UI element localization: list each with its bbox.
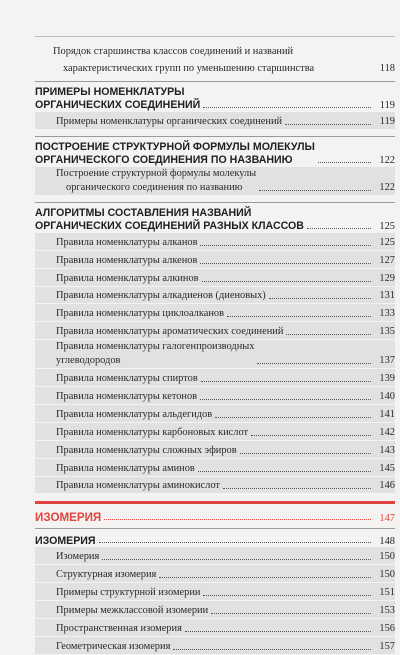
dot-leader (307, 228, 371, 229)
toc-entry-label: Правила номенклатуры аминокислот (56, 480, 220, 492)
toc-entry-label: Примеры межклассовой изомерии (56, 605, 209, 617)
page-number: 141 (379, 408, 395, 420)
dot-leader (200, 245, 371, 246)
toc-entry-label: Примеры номенклатуры органических соединений (56, 115, 283, 127)
toc-entry[interactable] (35, 112, 395, 129)
toc-heading-isomerism[interactable] (35, 528, 395, 547)
toc-entry[interactable] (35, 423, 395, 440)
toc-entry[interactable] (35, 441, 395, 458)
toc-entry[interactable] (35, 547, 395, 564)
toc-entry[interactable] (35, 340, 395, 368)
toc-entry-label: органического соединения по названию (66, 181, 243, 193)
toc-entry-label: Порядок старшинства классов соединений и названий (53, 46, 294, 57)
page-number: 119 (379, 100, 395, 111)
page-number: 135 (379, 326, 395, 338)
toc-entry[interactable] (35, 565, 395, 582)
dot-leader (203, 107, 371, 108)
dot-leader (257, 363, 371, 364)
toc-entry[interactable] (35, 304, 395, 321)
page-number: 150 (379, 551, 395, 563)
page-number: 148 (379, 536, 395, 548)
dot-leader (200, 399, 371, 400)
toc-entry[interactable] (35, 387, 395, 404)
toc-heading-algorithms[interactable] (35, 202, 395, 233)
page-number: 140 (379, 391, 395, 403)
page-number: 153 (379, 605, 395, 617)
toc-entry-label: Правила номенклатуры циклоалканов (56, 308, 225, 320)
toc-entry[interactable] (35, 251, 395, 268)
table-of-contents (35, 36, 395, 655)
toc-entry[interactable] (35, 167, 395, 195)
heading-line: ИЗОМЕРИЯ (35, 535, 96, 548)
dot-leader (259, 190, 371, 191)
page-number: 150 (379, 569, 395, 581)
dot-leader (285, 124, 371, 125)
page-number: 127 (379, 254, 395, 266)
dot-leader (173, 649, 371, 650)
page-number: 156 (379, 622, 395, 634)
toc-entry-label: Правила номенклатуры карбоновых кислот (56, 426, 249, 438)
dot-leader (211, 613, 371, 614)
toc-entry-label: Построение структурной формулы молекулы (56, 167, 257, 179)
toc-entry[interactable] (35, 369, 395, 386)
heading-line: ОРГАНИЧЕСКИХ СОЕДИНЕНИЙ РАЗНЫХ КЛАССОВ (35, 219, 304, 232)
dot-leader (159, 577, 371, 578)
page-number: 157 (379, 640, 395, 652)
dot-leader (102, 559, 371, 560)
toc-entry[interactable] (35, 619, 395, 636)
page-number: 131 (379, 290, 395, 302)
dot-leader (286, 334, 371, 335)
toc-entry[interactable] (35, 637, 395, 654)
toc-entry-label: Пространственная изомерия (56, 622, 182, 634)
dot-leader (215, 417, 371, 418)
dot-leader (251, 435, 371, 436)
toc-entry[interactable] (35, 233, 395, 250)
page-number: 151 (379, 587, 395, 599)
toc-entry-label: Структурная изомерия (56, 569, 157, 581)
page-number: 122 (379, 181, 395, 193)
toc-entry-label: Правила номенклатуры аминов (56, 462, 195, 474)
page-number: 146 (379, 480, 395, 492)
dot-leader (185, 631, 371, 632)
toc-entry-label: Правила номенклатуры кетонов (56, 391, 198, 403)
section-title: ИЗОМЕРИЯ (35, 511, 102, 525)
dot-leader (203, 595, 371, 596)
toc-entry[interactable] (35, 287, 395, 304)
page-number: 142 (379, 426, 395, 438)
page-number: 137 (379, 355, 395, 367)
toc-entry[interactable] (35, 459, 395, 476)
toc-entry[interactable] (35, 477, 395, 494)
dot-leader (223, 488, 371, 489)
toc-entry-label: Примеры структурной изомерии (56, 587, 201, 599)
page-number: 139 (379, 373, 395, 385)
dot-leader (269, 298, 371, 299)
toc-entry-label: углеводородов (56, 355, 121, 367)
dot-leader (240, 453, 371, 454)
page-number: 147 (379, 513, 395, 525)
toc-entry-label: Правила номенклатуры сложных эфиров (56, 444, 237, 456)
toc-entry[interactable] (35, 269, 395, 286)
toc-entry[interactable] (35, 601, 395, 618)
toc-section-isomerism[interactable] (35, 501, 395, 524)
heading-line: ОРГАНИЧЕСКИХ СОЕДИНЕНИЙ (35, 99, 201, 111)
dot-leader (198, 471, 371, 472)
page-number: 118 (379, 63, 395, 74)
dot-leader (99, 542, 371, 543)
dot-leader (104, 519, 371, 520)
dot-leader (201, 381, 371, 382)
page-number: 125 (379, 220, 395, 232)
page-number: 125 (379, 236, 395, 248)
toc-heading-examples[interactable] (35, 81, 395, 112)
toc-entry-label: Геометрическая изомерия (56, 640, 171, 652)
toc-heading-structure[interactable] (35, 136, 395, 167)
heading-line: ПОСТРОЕНИЕ СТРУКТУРНОЙ ФОРМУЛЫ МОЛЕКУЛЫ (35, 140, 315, 153)
page-number: 129 (379, 272, 395, 284)
page-number: 143 (379, 444, 395, 456)
toc-entry[interactable] (35, 405, 395, 422)
toc-entry-label: Правила номенклатуры ароматических соединений (56, 326, 284, 338)
page-number: 133 (379, 308, 395, 320)
dot-leader (318, 162, 371, 163)
page-number: 145 (379, 462, 395, 474)
dot-leader (227, 316, 371, 317)
toc-entry-label: характеристических групп по уменьшению старшинства (63, 63, 315, 74)
toc-entry-label: Правила номенклатуры алкенов (56, 254, 198, 266)
dot-leader (202, 281, 371, 282)
toc-entry[interactable] (35, 322, 395, 339)
page-number: 119 (379, 115, 395, 127)
toc-entry-label: Правила номенклатуры алкинов (56, 272, 199, 284)
page-number: 122 (379, 154, 395, 166)
toc-entry-label: Правила номенклатуры алканов (56, 236, 198, 248)
toc-entry-label: Правила номенклатуры галогенпроизводных (56, 341, 255, 353)
heading-line: АЛГОРИТМЫ СОСТАВЛЕНИЯ НАЗВАНИЙ (35, 206, 252, 219)
toc-entry-label: Правила номенклатуры алкадиенов (диеновых) (56, 290, 266, 302)
toc-entry-label: Изомерия (56, 551, 100, 563)
toc-entry-label: Правила номенклатуры альдегидов (56, 408, 213, 420)
heading-line: ОРГАНИЧЕСКОГО СОЕДИНЕНИЯ ПО НАЗВАНИЮ (35, 153, 293, 166)
dot-leader (200, 263, 371, 264)
heading-line: ПРИМЕРЫ НОМЕНКЛАТУРЫ (35, 86, 185, 98)
toc-entry-label: Правила номенклатуры спиртов (56, 373, 198, 385)
toc-entry-seniority-order[interactable] (35, 37, 395, 81)
